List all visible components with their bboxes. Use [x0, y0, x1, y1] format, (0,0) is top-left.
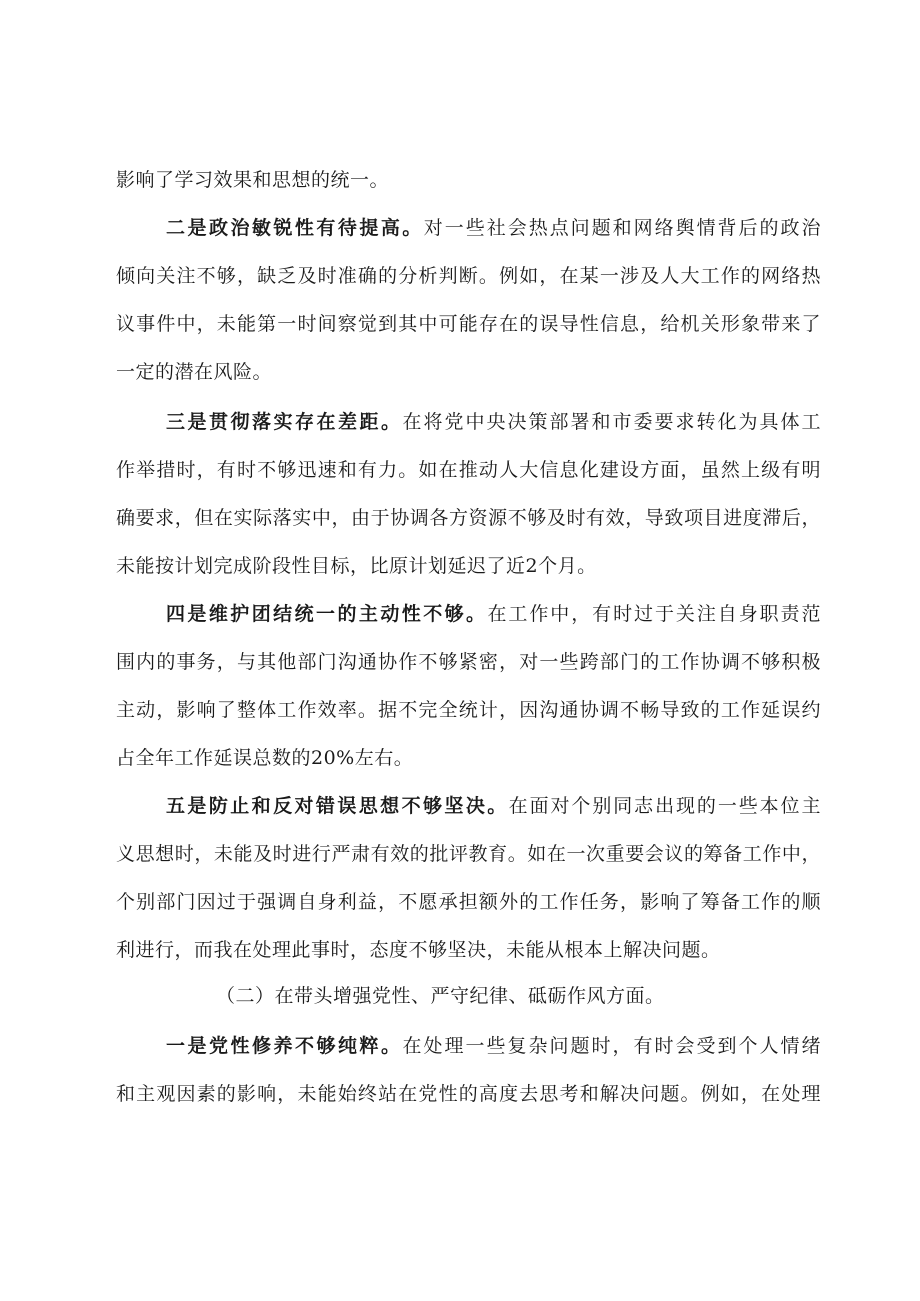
paragraph-first-line	[166, 1026, 821, 1066]
paragraph-lead-bold: 一是党性修养不够纯粹。	[166, 1035, 403, 1057]
paragraph-line: 一定的潜在风险。	[116, 361, 273, 383]
paragraph-line: 义思想时，未能及时进行严肃有效的批评教育。如在一次重要会议的筹备工作中，	[116, 843, 821, 865]
paragraph-lead-bold: 二是政治敏锐性有待提高。	[166, 217, 424, 239]
paragraph-line: 影响了学习效果和思想的统一。	[116, 169, 390, 191]
paragraph-line: 未能按计划完成阶段性目标，比原计划延迟了近2个月。	[116, 555, 597, 577]
paragraph-line-text: 在工作中，有时过于关注自身职责范	[487, 603, 821, 625]
paragraph-line: 围内的事务，与其他部门沟通协作不够紧密，对一些跨部门的工作协调不够积极	[116, 651, 821, 673]
paragraph-first-line	[166, 594, 821, 634]
paragraph-line: 和主观因素的影响，未能始终站在党性的高度去思考和解决问题。例如，在处理	[116, 1083, 821, 1105]
paragraph-line: 议事件中，未能第一时间察觉到其中可能存在的误导性信息，给机关形象带来了	[116, 313, 821, 335]
paragraph-line: 个别部门因过于强调自身利益，不愿承担额外的工作任务，影响了筹备工作的顺	[116, 891, 821, 913]
paragraph-line-text: 在将党中央决策部署和市委要求转化为具体工	[402, 411, 821, 433]
paragraph-line: 倾向关注不够，缺乏及时准确的分析判断。例如，在某一涉及人大工作的网络热	[116, 265, 821, 287]
paragraph-line: 占全年工作延误总数的20%左右。	[116, 747, 414, 769]
paragraph-first-line	[166, 208, 821, 248]
paragraph-line-text: 在面对个别同志出现的一些本位主	[508, 795, 821, 817]
paragraph-lead-bold: 三是贯彻落实存在差距。	[166, 411, 403, 433]
paragraph-line-text: 对一些社会热点问题和网络舆情背后的政治	[423, 217, 821, 239]
paragraph-first-line	[166, 786, 821, 826]
section-heading: （二）在带头增强党性、严守纪律、砥砺作风方面。	[216, 985, 665, 1007]
paragraph-lead-bold: 五是防止和反对错误思想不够坚决。	[166, 795, 509, 817]
paragraph-line: 确要求，但在实际落实中，由于协调各方资源不够及时有效，导致项目进度滞后，	[116, 507, 821, 529]
paragraph-line: 作举措时，有时不够迅速和有力。如在推动人大信息化建设方面，虽然上级有明	[116, 459, 821, 481]
paragraph-line: 主动，影响了整体工作效率。据不完全统计，因沟通协调不畅导致的工作延误约	[116, 699, 821, 721]
paragraph-line: 利进行，而我在处理此事时，态度不够坚决，未能从根本上解决问题。	[116, 939, 721, 961]
paragraph-line-text: 在处理一些复杂问题时，有时会受到个人情绪	[402, 1035, 821, 1057]
paragraph-lead-bold: 四是维护团结统一的主动性不够。	[166, 603, 488, 625]
paragraph-first-line	[166, 402, 821, 442]
